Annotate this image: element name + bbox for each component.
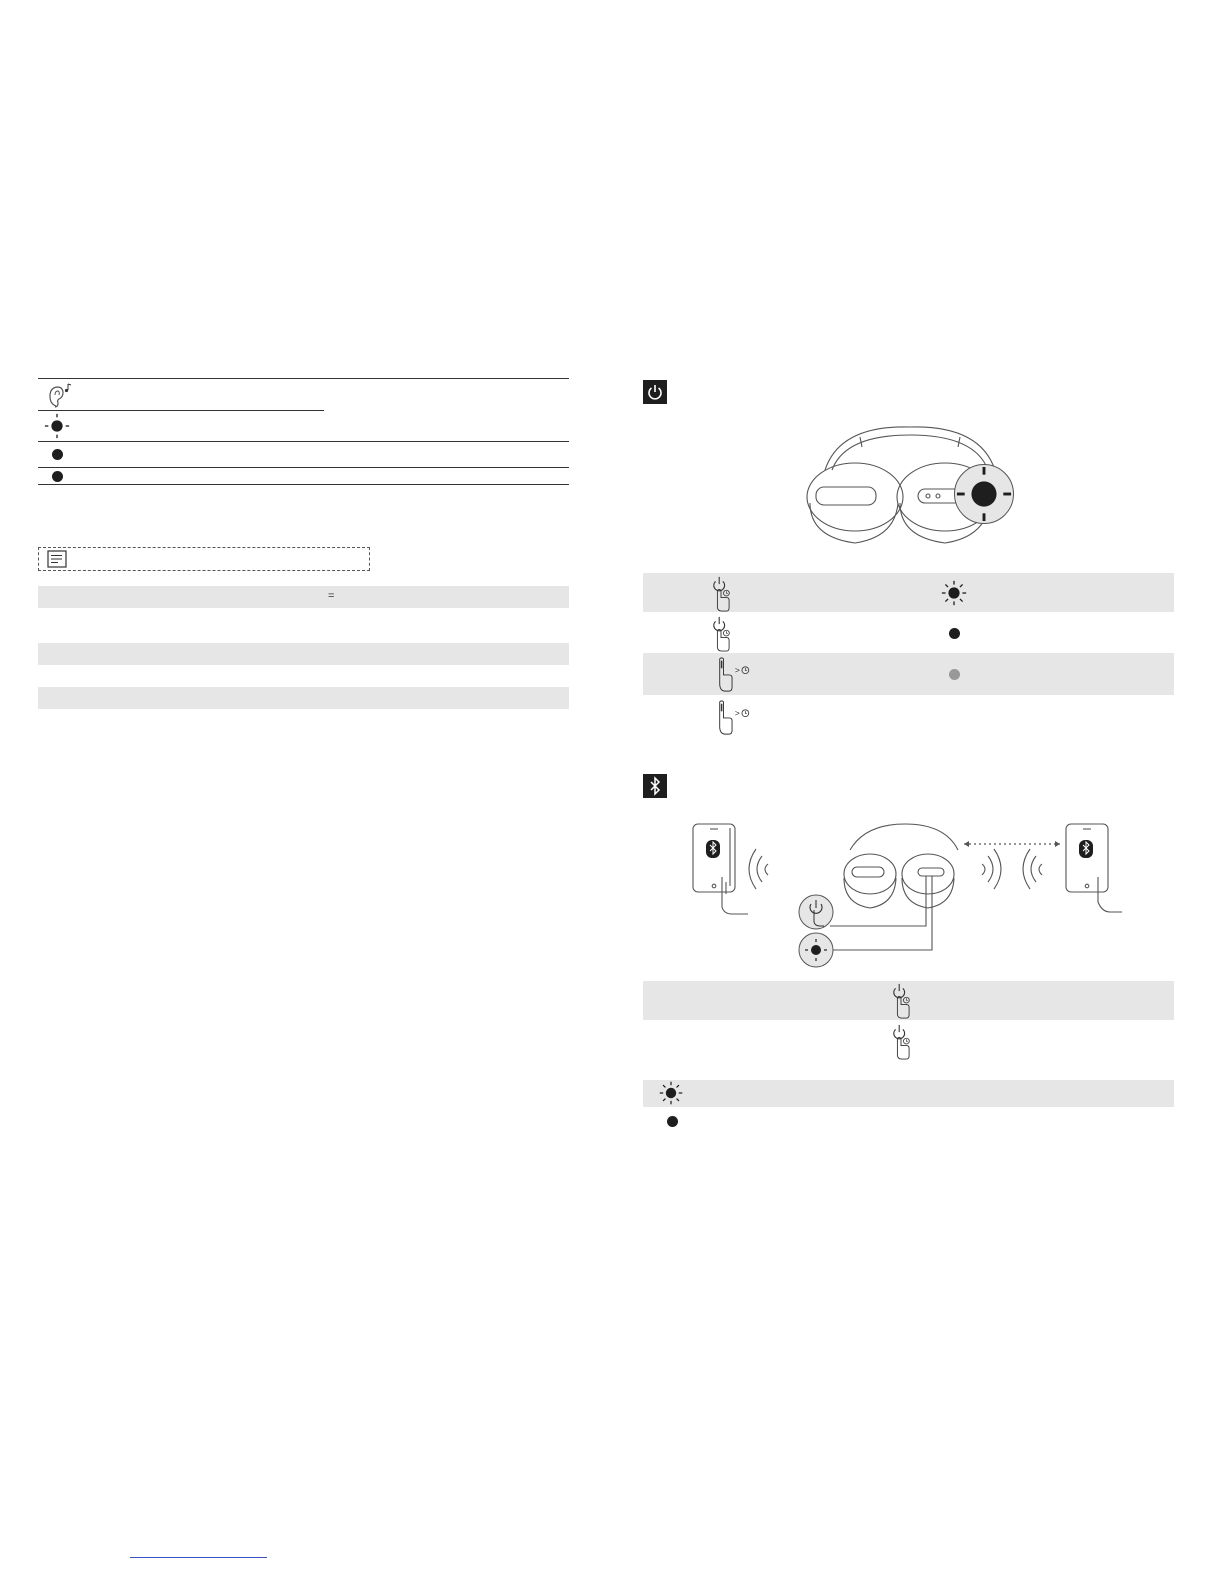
- info-band-3: [38, 687, 569, 709]
- note-box: [38, 547, 370, 571]
- press-power-icon: [889, 983, 913, 1019]
- equals-symbol: =: [328, 590, 335, 602]
- led-solid-icon: [52, 449, 63, 460]
- legend-rule-3: [38, 467, 569, 468]
- long-press-icon: [713, 698, 753, 736]
- bluetooth-section-icon: [643, 774, 667, 798]
- led-flashing-icon: [940, 579, 968, 607]
- led-grey-icon: [949, 669, 960, 680]
- led-solid-icon: [949, 628, 960, 639]
- power-section-icon: [643, 380, 667, 404]
- led-flashing-icon: [658, 1080, 684, 1106]
- info-band-1: [38, 586, 569, 608]
- long-press-icon: [713, 655, 753, 693]
- press-power-icon: [709, 616, 733, 652]
- power-row-1: [643, 573, 1174, 612]
- legend-rule-2: [38, 441, 569, 442]
- led-legend-row-1: [643, 1080, 1174, 1107]
- power-row-3: [643, 653, 1174, 695]
- power-row-2: [643, 612, 1174, 653]
- legend-sub-rule: [38, 410, 324, 411]
- info-band-2: [38, 643, 569, 665]
- led-callout: [954, 464, 1014, 524]
- ear-music-icon: [46, 382, 72, 410]
- led-flashing-icon: [44, 413, 70, 439]
- footer-link[interactable]: [130, 1557, 267, 1558]
- led-solid-icon: [667, 1116, 678, 1127]
- power-row-4: [643, 695, 1174, 739]
- legend-bottom-rule: [38, 484, 569, 485]
- note-icon: [47, 550, 67, 568]
- press-power-icon: [709, 576, 733, 612]
- press-power-icon: [889, 1024, 913, 1060]
- bluetooth-row-1: [643, 981, 1174, 1020]
- legend-top-rule: [38, 378, 569, 379]
- bluetooth-row-2: [643, 1022, 1174, 1062]
- led-solid-icon: [52, 471, 63, 482]
- bluetooth-pairing-illustration: [690, 822, 1130, 970]
